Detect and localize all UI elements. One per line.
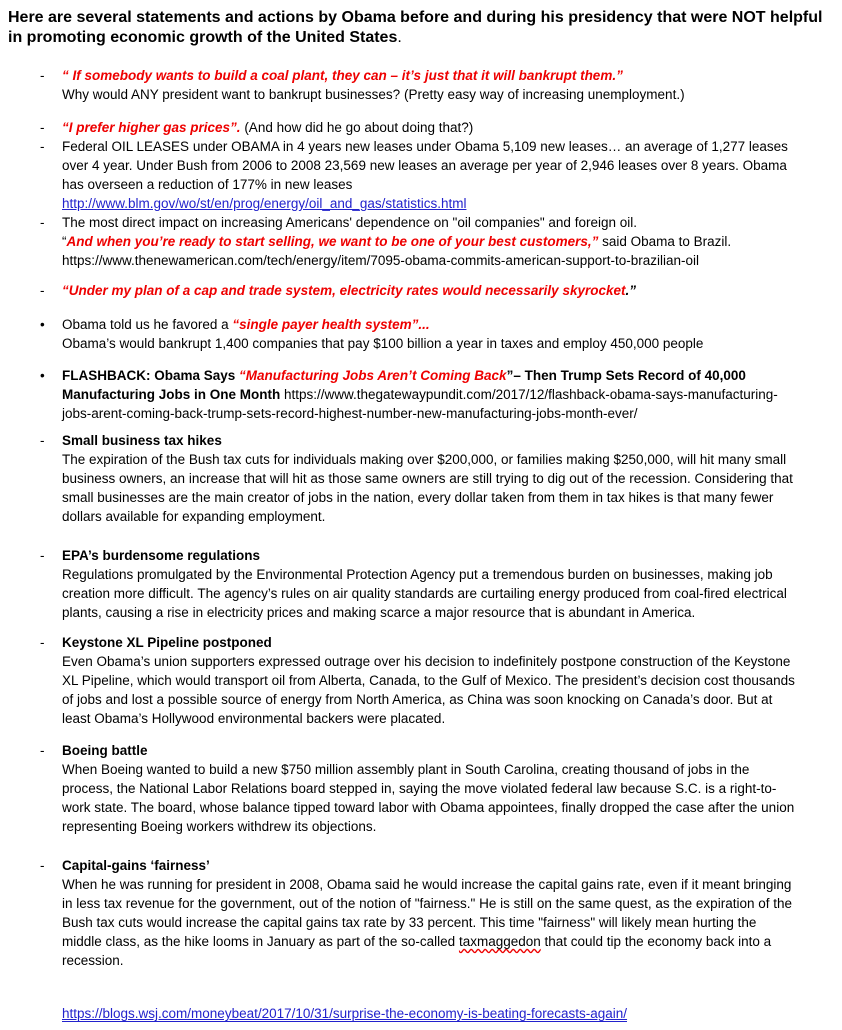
body-text: that could tip the economy back into a recession.: [62, 934, 772, 968]
list-item: [8, 315, 842, 353]
bullet-marker: -: [40, 283, 45, 298]
bullet-marker: •: [40, 317, 45, 332]
page-title: [8, 8, 842, 48]
heading-text: Boeing battle: [62, 743, 148, 758]
bullet-marker: -: [40, 68, 45, 83]
bullet-marker: -: [40, 215, 45, 230]
newamerican-url-text: https://www.thenewamerican.com/tech/energy/item/7095-obama-commits-american-support-to-brazilian-oil: [62, 253, 700, 268]
list-item: [8, 281, 842, 300]
flashback-lead: FLASHBACK: Obama Says: [62, 368, 240, 383]
body-text: The most direct impact on increasing Americans' dependence on "oil companies" and foreign oil.: [62, 215, 637, 230]
wsj-moneybeat-link[interactable]: https://blogs.wsj.com/moneybeat/2017/10/31/surprise-the-economy-is-beating-forecasts-again/: [62, 1006, 628, 1021]
quote-line: [62, 281, 798, 300]
list-item: [8, 633, 842, 728]
misspelled-word: taxmaggedon: [458, 934, 541, 949]
list-item: [8, 741, 842, 836]
list-item: [8, 66, 842, 104]
quote-line: [62, 232, 798, 251]
quote-line: [62, 315, 798, 334]
heading-text: Keystone XL Pipeline postponed: [62, 635, 272, 650]
list-item: [8, 366, 842, 423]
title-text: Here are several statements and actions by Obama before and during his presidency that were NOT helpful in promoting economic growth of the United States: [8, 9, 823, 46]
bullet-marker: •: [40, 368, 45, 383]
body-line: [62, 760, 798, 836]
body-line: [62, 875, 798, 970]
item-heading: [62, 633, 798, 652]
bullet-marker: -: [40, 548, 45, 563]
body-text: When Boeing wanted to build a new $750 million assembly plant in South Carolina, creating thousand of jobs in the process, the National Labor Relations board stepped in, saying the move violated federal law because S.C. is a right-to-work state. The board, whose balance tipped toward labor with Obama appointees, finally dropped the case after the union representing Boeing workers withdrew its objections.: [62, 762, 795, 834]
quote-line: [62, 66, 798, 85]
quote-end: .”: [625, 283, 637, 298]
gas-prices-quote: “I prefer higher gas prices”.: [62, 120, 241, 135]
bullet-marker: -: [40, 433, 45, 448]
gatewaypundit-url-text: https://www.thegatewaypundit.com/2017/12/flashback-obama-says-manufacturing-jobs-arent-coming-back-trump-sets-record-highest-number-new-manufacturing-jobs-month-ever/: [62, 387, 778, 421]
body-text: (And how did he go about doing that?): [240, 120, 474, 135]
body-text: The expiration of the Bush tax cuts for individuals making over $200,000, or families making $250,000, will hit many small business owners, an increase that will hit as those same owners are still trying to dig out of the recession. Considering that small businesses are the main creator of jobs in the nation, every dollar taken from them in tax hikes is that many fewer dollars available for expanding employment.: [62, 452, 793, 524]
list-item: [8, 137, 842, 213]
body-line: [62, 565, 798, 622]
cap-trade-quote: “Under my plan of a cap and trade system, electricity rates would necessarily skyrocket: [62, 283, 626, 298]
body-text: Obama told us he favored a: [62, 317, 233, 332]
item-heading: [62, 741, 798, 760]
body-line: [62, 450, 798, 526]
attribution-text: said Obama to Brazil.: [598, 234, 732, 249]
body-text: When he was running for president in 2008, Obama said he would increase the capital gains rate, even if it meant bringing in less tax revenue for the government, out of the notion of "fairness." He is still on the same quest, as the expiration of the Bush tax cuts would increase the capital gains tax rate by 33 percent. This time "fairness" will likely mean hurting the middle class, as the hike looms in January as part of the so-called: [62, 877, 792, 949]
list-item: [8, 431, 842, 526]
heading-text: Capital-gains ‘fairness’: [62, 858, 210, 873]
heading-text: Small business tax hikes: [62, 433, 222, 448]
body-text: Federal OIL LEASES under OBAMA in 4 years new leases under Obama 5,109 new leases… an average of 1,277 leases over 4 year. Under Bush from 2006 to 2008 23,569 new leases an average per year of 2,946 leases over 8 years. Obama has overseen a reduction of 177% in new leases: [62, 139, 788, 192]
single-payer-quote: “single payer health system”...: [232, 317, 430, 332]
coal-plant-quote: “ If somebody wants to build a coal plant, they can – it’s just that it will bankrupt them.”: [62, 68, 623, 83]
body-line: [62, 652, 798, 728]
link-line: [62, 194, 798, 213]
quote-line: [62, 118, 798, 137]
item-heading: [62, 856, 798, 875]
bullet-marker: -: [40, 858, 45, 873]
flashback-tail: ”– Then Trump Sets Record of 40,000 Manufacturing Jobs in One Month: [62, 368, 746, 402]
bullet-marker: -: [40, 635, 45, 650]
brazil-quote: And when you’re ready to start selling, we want to be one of your best customers,”: [66, 234, 599, 249]
list-item: [8, 213, 842, 270]
url-line: [62, 251, 798, 270]
footer-link-row: [8, 1004, 842, 1023]
heading-text: EPA’s burdensome regulations: [62, 548, 261, 563]
flashback-line: [62, 366, 798, 423]
bullet-marker: -: [40, 139, 45, 154]
body-line: [62, 213, 798, 232]
list-item: [8, 118, 842, 137]
list-item: [8, 856, 842, 970]
manufacturing-quote: “Manufacturing Jobs Aren’t Coming Back: [239, 368, 507, 383]
body-text: Even Obama’s union supporters expressed outrage over his decision to indefinitely postpone construction of the Keystone XL Pipeline, which would transport oil from Alberta, Canada, to the Gulf of Mexico. The president’s decision cost thousands of jobs and lost a possible source of energy from North America, as China was soon knocking on Canada’s door. But at least Obama’s Hollywood environmental backers were placated.: [62, 654, 795, 726]
body-text: Regulations promulgated by the Environmental Protection Agency put a tremendous burden on businesses, making job creation more difficult. The agency’s rules on air quality standards are curtailing energy produced from coal-fired electrical plants, causing a rise in electricity prices and making scarce a major resource that is abundant in America.: [62, 567, 787, 620]
bullet-marker: -: [40, 120, 45, 135]
bullet-marker: -: [40, 743, 45, 758]
title-period: .: [397, 29, 402, 46]
list-item: [8, 546, 842, 622]
body-line: [62, 334, 798, 353]
blm-statistics-link[interactable]: http://www.blm.gov/wo/st/en/prog/energy/oil_and_gas/statistics.html: [62, 196, 467, 211]
item-heading: [62, 546, 798, 565]
body-text: Why would ANY president want to bankrupt businesses? (Pretty easy way of increasing unemployment.): [62, 87, 685, 102]
body-line: [62, 85, 798, 104]
body-line: [62, 137, 798, 194]
item-heading: [62, 431, 798, 450]
body-text: Obama’s would bankrupt 1,400 companies that pay $100 billion a year in taxes and employ 450,000 people: [62, 336, 704, 351]
open-quote: “: [62, 234, 67, 249]
